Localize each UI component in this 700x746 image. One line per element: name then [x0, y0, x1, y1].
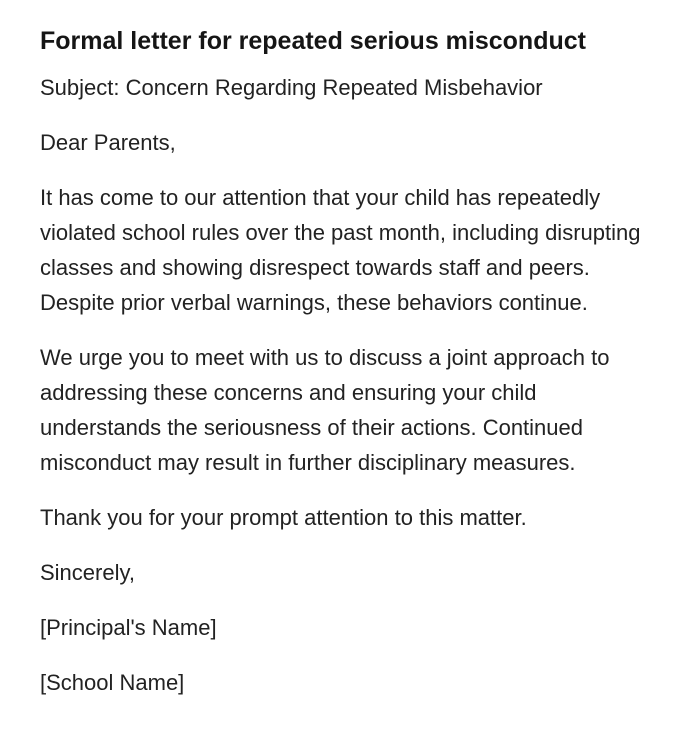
subject-line: Subject: Concern Regarding Repeated Misbehavior — [40, 75, 543, 100]
body-paragraph-2: We urge you to meet with us to discuss a joint approach to addressing these concerns and ensuring your child understands the seriousness of their actions. Continued misconduct may result in further disciplinary measures. — [40, 345, 610, 475]
salutation: Dear Parents, — [40, 130, 176, 155]
body-paragraph-1: It has come to our attention that your child has repeatedly violated school rules over the past month, including disrupting classes and showing disrespect towards staff and peers. Despite prior verbal warnings, these behaviors continue. — [40, 185, 641, 315]
signoff: Sincerely, — [40, 560, 135, 585]
signature-principal-name: [Principal's Name] — [40, 615, 217, 640]
closing-line: Thank you for your prompt attention to this matter. — [40, 505, 527, 530]
letter-document — [40, 25, 650, 700]
signature-school-name: [School Name] — [40, 670, 185, 695]
letter-title: Formal letter for repeated serious misconduct — [40, 27, 586, 55]
